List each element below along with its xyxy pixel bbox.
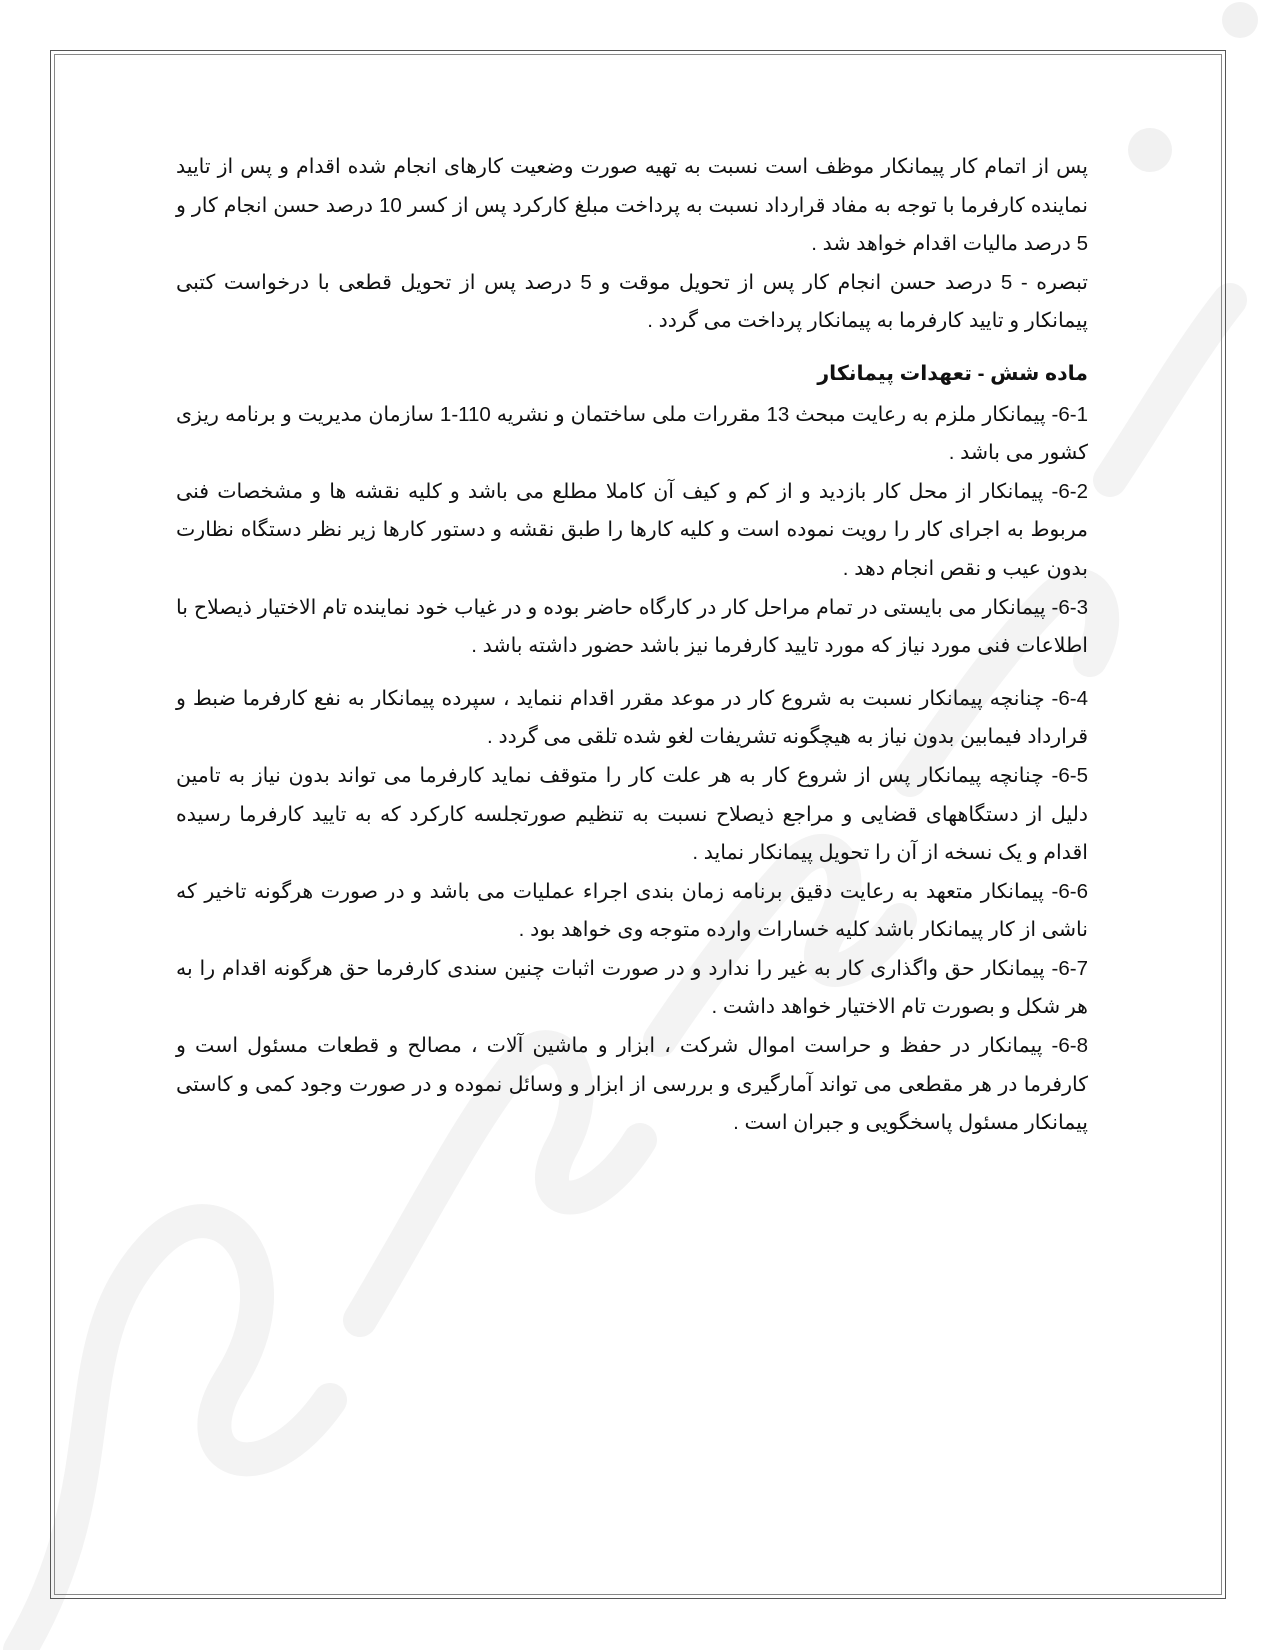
clause-6-4: 6-4- چنانچه پیمانکار نسبت به شروع کار در موعد مقرر اقدام ننماید ، سپرده پیمانکار به نفع کارفرما ضبط و قرارداد فیمابین بدون نیاز به هیچگونه تشریفات لغو شده تلقی می گردد . [176, 686, 1088, 749]
clause-6-6: 6-6- پیمانکار متعهد به رعایت دقیق برنامه زمان بندی اجراء عملیات می باشد و در صورت هرگونه تاخیر که ناشی از کار پیمانکار باشد کلیه خسارات وارده متوجه وی خواهد بود . [176, 879, 1088, 942]
note-paragraph: تبصره - 5 درصد حسن انجام کار پس از تحویل موقت و 5 درصد پس از تحویل قطعی با درخواست کتبی پیمانکار و تایید کارفرما به پیمانکار پرداخت می گردد . [176, 270, 1088, 333]
clause-6-2: 6-2- پیمانکار از محل کار بازدید و از کم و کیف آن کاملا مطلع می باشد و کلیه نقشه ها و مشخصات فنی مربوط به اجرای کار را رویت نموده است و کلیه کارها را طبق نقشه و دستور کارها زیر نظر دستگاه نظارت بدون عیب و نقص انجام دهد . [176, 479, 1088, 580]
clause-6-8: 6-8- پیمانکار در حفظ و حراست اموال شرکت ، ابزار و ماشین آلات ، مصالح و قطعات مسئول است و کارفرما در هر مقطعی می تواند آمارگیری و بررسی از ابزار و وسائل نموده و در صورت وجود کمی و کاستی پیمانکار مسئول پاسخگویی و جبران است . [176, 1034, 1088, 1135]
clause-6-5: 6-5- چنانچه پیمانکار پس از شروع کار به هر علت کار را متوقف نماید کارفرما می تواند بدون نیاز به تامین دلیل از دستگاههای قضایی و مراجع ذیصلاح نسبت به تنظیم صورتجلسه کارکرد که به تایید کارفرما رسیده اقدام و یک نسخه از آن را تحویل پیمانکار نماید . [176, 763, 1088, 865]
clause-6-3: 6-3- پیمانکار می بایستی در تمام مراحل کار در کارگاه حاضر بوده و در غیاب خود نماینده تام الاختیار ذیصلاح با اطلاعات فنی مورد نیاز که مورد تایید کارفرما نیز باشد حضور داشته باشد . [176, 595, 1088, 658]
section-heading: ماده شش - تعهدات پیمانکار [817, 361, 1088, 385]
document-body [176, 148, 1088, 1143]
clause-6-7: 6-7- پیمانکار حق واگذاری کار به غیر را ندارد و در صورت اثبات چنین سندی کارفرما حق هرگونه اقدام را به هر شکل و بصورت تام الاختیار خواهد داشت . [176, 956, 1088, 1019]
clause-6-1: 6-1- پیمانکار ملزم به رعایت مبحث 13 مقررات ملی ساختمان و نشریه 110-1 سازمان مدیریت و برنامه ریزی کشور می باشد . [176, 402, 1089, 465]
intro-paragraph-1: پس از اتمام کار پیمانکار موظف است نسبت به تهیه صورت وضعیت کارهای انجام شده اقدام و پس از تایید نماینده کارفرما با توجه به مفاد قرارداد نسبت به پرداخت مبلغ کارکرد پس از کسر 10 درصد حسن انجام کار و 5 درصد مالیات اقدام خواهد شد . [176, 155, 1088, 256]
